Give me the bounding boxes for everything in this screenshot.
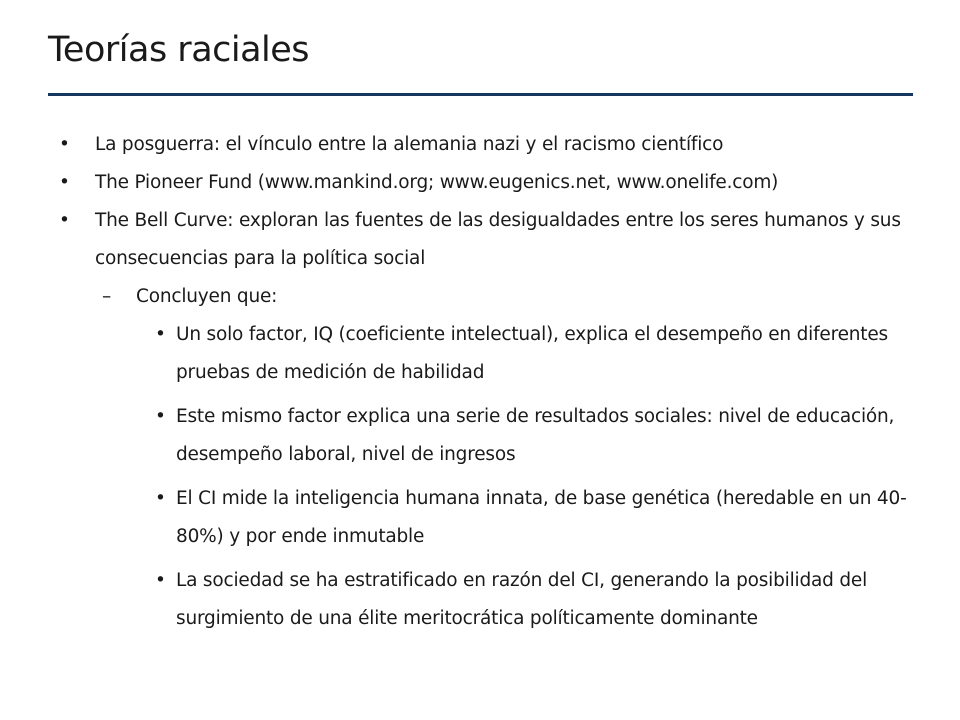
sub-bullet-text: Concluyen que: bbox=[136, 286, 278, 307]
bullet-dot-icon: • bbox=[155, 324, 166, 345]
bullet-dot-icon: • bbox=[155, 570, 166, 591]
sub-bullet-item bbox=[0, 278, 960, 316]
bullet-dot-icon: • bbox=[59, 134, 70, 155]
bullet-item bbox=[0, 164, 960, 202]
sub-sub-bullet-item bbox=[0, 480, 960, 556]
slide-body bbox=[0, 126, 960, 638]
bullet-item bbox=[0, 126, 960, 164]
title-divider bbox=[48, 93, 913, 96]
sub-sub-bullet-text: Un solo factor, IQ (coeficiente intelectual), explica el desempeño en diferentes pruebas de medición de habilidad bbox=[176, 324, 888, 383]
sub-sub-bullet-item bbox=[0, 398, 960, 474]
sub-sub-bullet-item bbox=[0, 562, 960, 638]
page-title: Teorías raciales bbox=[48, 30, 310, 70]
bullet-text: The Pioneer Fund (www.mankind.org; www.eugenics.net, www.onelife.com) bbox=[95, 172, 779, 193]
bullet-dot-icon: • bbox=[155, 488, 166, 509]
sub-sub-bullet-text: La sociedad se ha estratificado en razón del CI, generando la posibilidad del surgimiento de una élite meritocrática políticamente dominante bbox=[176, 570, 868, 629]
sub-sub-bullet-text: El CI mide la inteligencia humana innata, de base genética (heredable en un 40-80%) y por ende inmutable bbox=[176, 488, 907, 547]
bullet-text: La posguerra: el vínculo entre la alemania nazi y el racismo científico bbox=[95, 134, 724, 155]
bullet-dot-icon: • bbox=[59, 210, 70, 231]
sub-sub-bullet-item bbox=[0, 316, 960, 392]
bullet-dot-icon: • bbox=[155, 406, 166, 427]
dash-marker: – bbox=[102, 286, 112, 307]
bullet-text: The Bell Curve: exploran las fuentes de las desigualdades entre los seres humanos y sus consecuencias para la política social bbox=[95, 210, 901, 269]
bullet-item bbox=[0, 202, 960, 278]
sub-sub-bullet-text: Este mismo factor explica una serie de resultados sociales: nivel de educación, desempeño laboral, nivel de ingresos bbox=[176, 406, 895, 465]
bullet-dot-icon: • bbox=[59, 172, 70, 193]
